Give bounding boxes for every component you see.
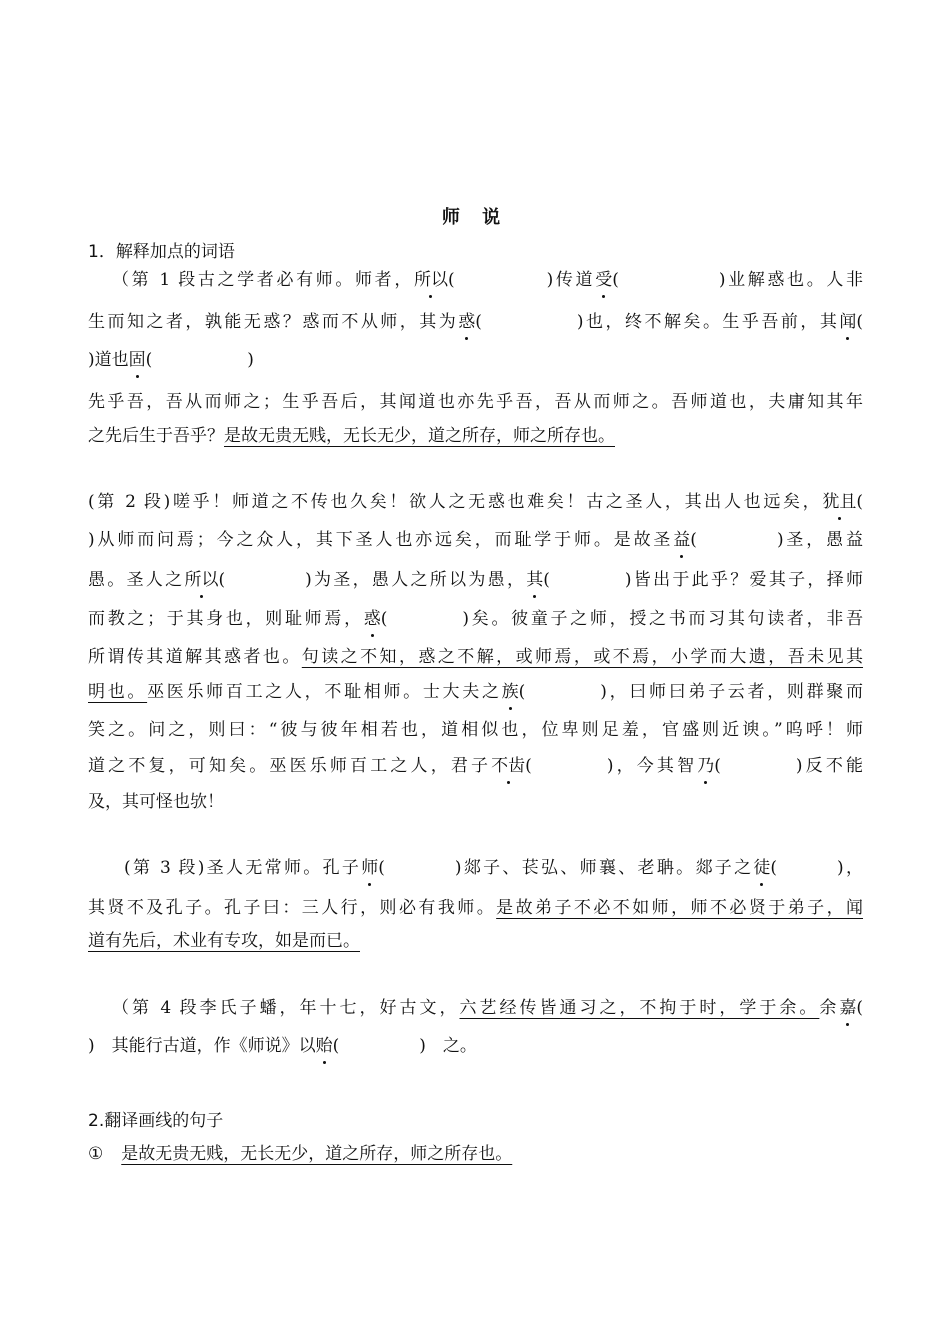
p3-line-2: 其贤不及孔子。孔子曰：三人行，则必有我师。是故弟子不必不如师，师不必贤于弟子，闻 — [88, 898, 864, 918]
p3-line-3 — [88, 929, 863, 953]
dotted-word: 闻 — [839, 312, 857, 332]
dotted-word: 族 — [501, 682, 519, 702]
underlined-sentence: 是故无贵无贱，无长无少，道之所存，师之所存也。 — [224, 426, 615, 446]
question-2-heading: 2.翻译画线的句子 — [88, 1111, 224, 1131]
dotted-word: 师 — [361, 858, 379, 878]
p2-line-7: 笑之。问之，则曰：“彼与彼年相若也，道相似也，位卑则足羞，官盛则近谀。”呜呼！师 — [88, 720, 863, 740]
dotted-word: 乃 — [697, 756, 715, 776]
dotted-word: 惑 — [458, 312, 476, 332]
underlined-sentence: 是故弟子不必不如师，师不必贤于弟子，闻 — [496, 898, 864, 918]
translation-item-1 — [88, 1142, 863, 1166]
underlined-sentence: 六艺经传皆通习之，不拘于时，学于余。 — [459, 998, 820, 1018]
p1-line-3: )道也固( ) — [88, 350, 254, 370]
underlined-sentence: 句读之不知，惑之不解，或师焉，或不焉，小学而大遗，吾未见其 — [301, 647, 864, 667]
dotted-word: 惑 — [363, 609, 381, 629]
p1-line-1: （第 1 段古之学者必有师。师者，所以( )传道受( )业解惑也。人非 — [112, 270, 864, 290]
dotted-word: 犹且 — [822, 492, 857, 512]
p2-line-9: 及，其可怪也欤！ — [88, 792, 224, 812]
p2-line-3: 愚。圣人之所以( )为圣，愚人之所以为愚，其( )皆出于此乎？爱其子，择师 — [88, 570, 863, 590]
dotted-word: 贻 — [315, 1036, 333, 1056]
p4-line-2: ) 其能行古道，作《师说》以贻( ) 之。 — [88, 1036, 477, 1056]
dotted-word: 徒 — [753, 858, 771, 878]
item-number: ① — [88, 1144, 104, 1164]
dotted-word: 所以 — [413, 270, 448, 290]
p2-line-2: )从师而问焉；今之众人，其下圣人也亦远矣，而耻学于师。是故圣益( )圣，愚益 — [88, 530, 863, 550]
p1-line-5: 之先后生于吾乎？是故无贵无贱，无长无少，道之所存，师之所存也。 — [88, 426, 615, 446]
underlined-sentence: 明也。 — [88, 682, 148, 702]
p4-line-1: （第 4 段李氏子蟠，年十七，好古文，六艺经传皆通习之，不拘于时，学于余。余嘉( — [112, 998, 864, 1018]
underlined-sentence: 是故无贵无贱，无长无少，道之所存，师之所存也。 — [121, 1144, 513, 1164]
p1-line-4: 先乎吾，吾从而师之；生乎吾后，其闻道也亦先乎吾，吾从而师之。吾师道也，夫庸知其年 — [88, 392, 863, 412]
p2-line-8: 道之不复，可知矣。巫医乐师百工之人，君子不齿( )，今其智乃( )反不能 — [88, 756, 863, 776]
p2-line-6: 明也。巫医乐师百工之人，不耻相师。士大夫之族( )，曰师曰弟子云者，则群聚而 — [88, 682, 863, 702]
dotted-word: 益 — [673, 530, 691, 550]
dotted-word: 固 — [128, 350, 146, 370]
p2-line-4: 而教之；于其身也，则耻师焉，惑( )矣。彼童子之师，授之书而习其句读者，非吾 — [88, 609, 864, 629]
dotted-word: 嘉 — [839, 998, 857, 1018]
page-title: 师 说 — [441, 207, 509, 228]
p2-line-5: 所谓传其道解其惑者也。句读之不知，惑之不解，或师焉，或不焉，小学而大遗，吾未见其 — [88, 647, 864, 667]
dotted-word: 不齿 — [491, 756, 526, 776]
p2-line-1: (第 2 段)嗟乎！师道之不传也久矣！欲人之无惑也难矣！古之圣人，其出人也远矣，犹且( — [88, 492, 863, 512]
p3-line-1: (第 3 段)圣人无常师。孔子师( )郯子、苌弘、师襄、老聃。郯子之徒( )， — [124, 858, 863, 878]
question-1-heading: 1．解释加点的词语 — [88, 242, 235, 262]
underlined-sentence: 道有先后，术业有专攻，如是而已。 — [88, 931, 360, 951]
dotted-word: 受 — [595, 270, 613, 290]
p1-line-2: 生而知之者，孰能无惑？惑而不从师，其为惑( )也，终不解矣。生乎吾前，其闻( — [88, 312, 863, 332]
dotted-word: 所以 — [184, 570, 219, 590]
dotted-word: 其 — [526, 570, 544, 590]
